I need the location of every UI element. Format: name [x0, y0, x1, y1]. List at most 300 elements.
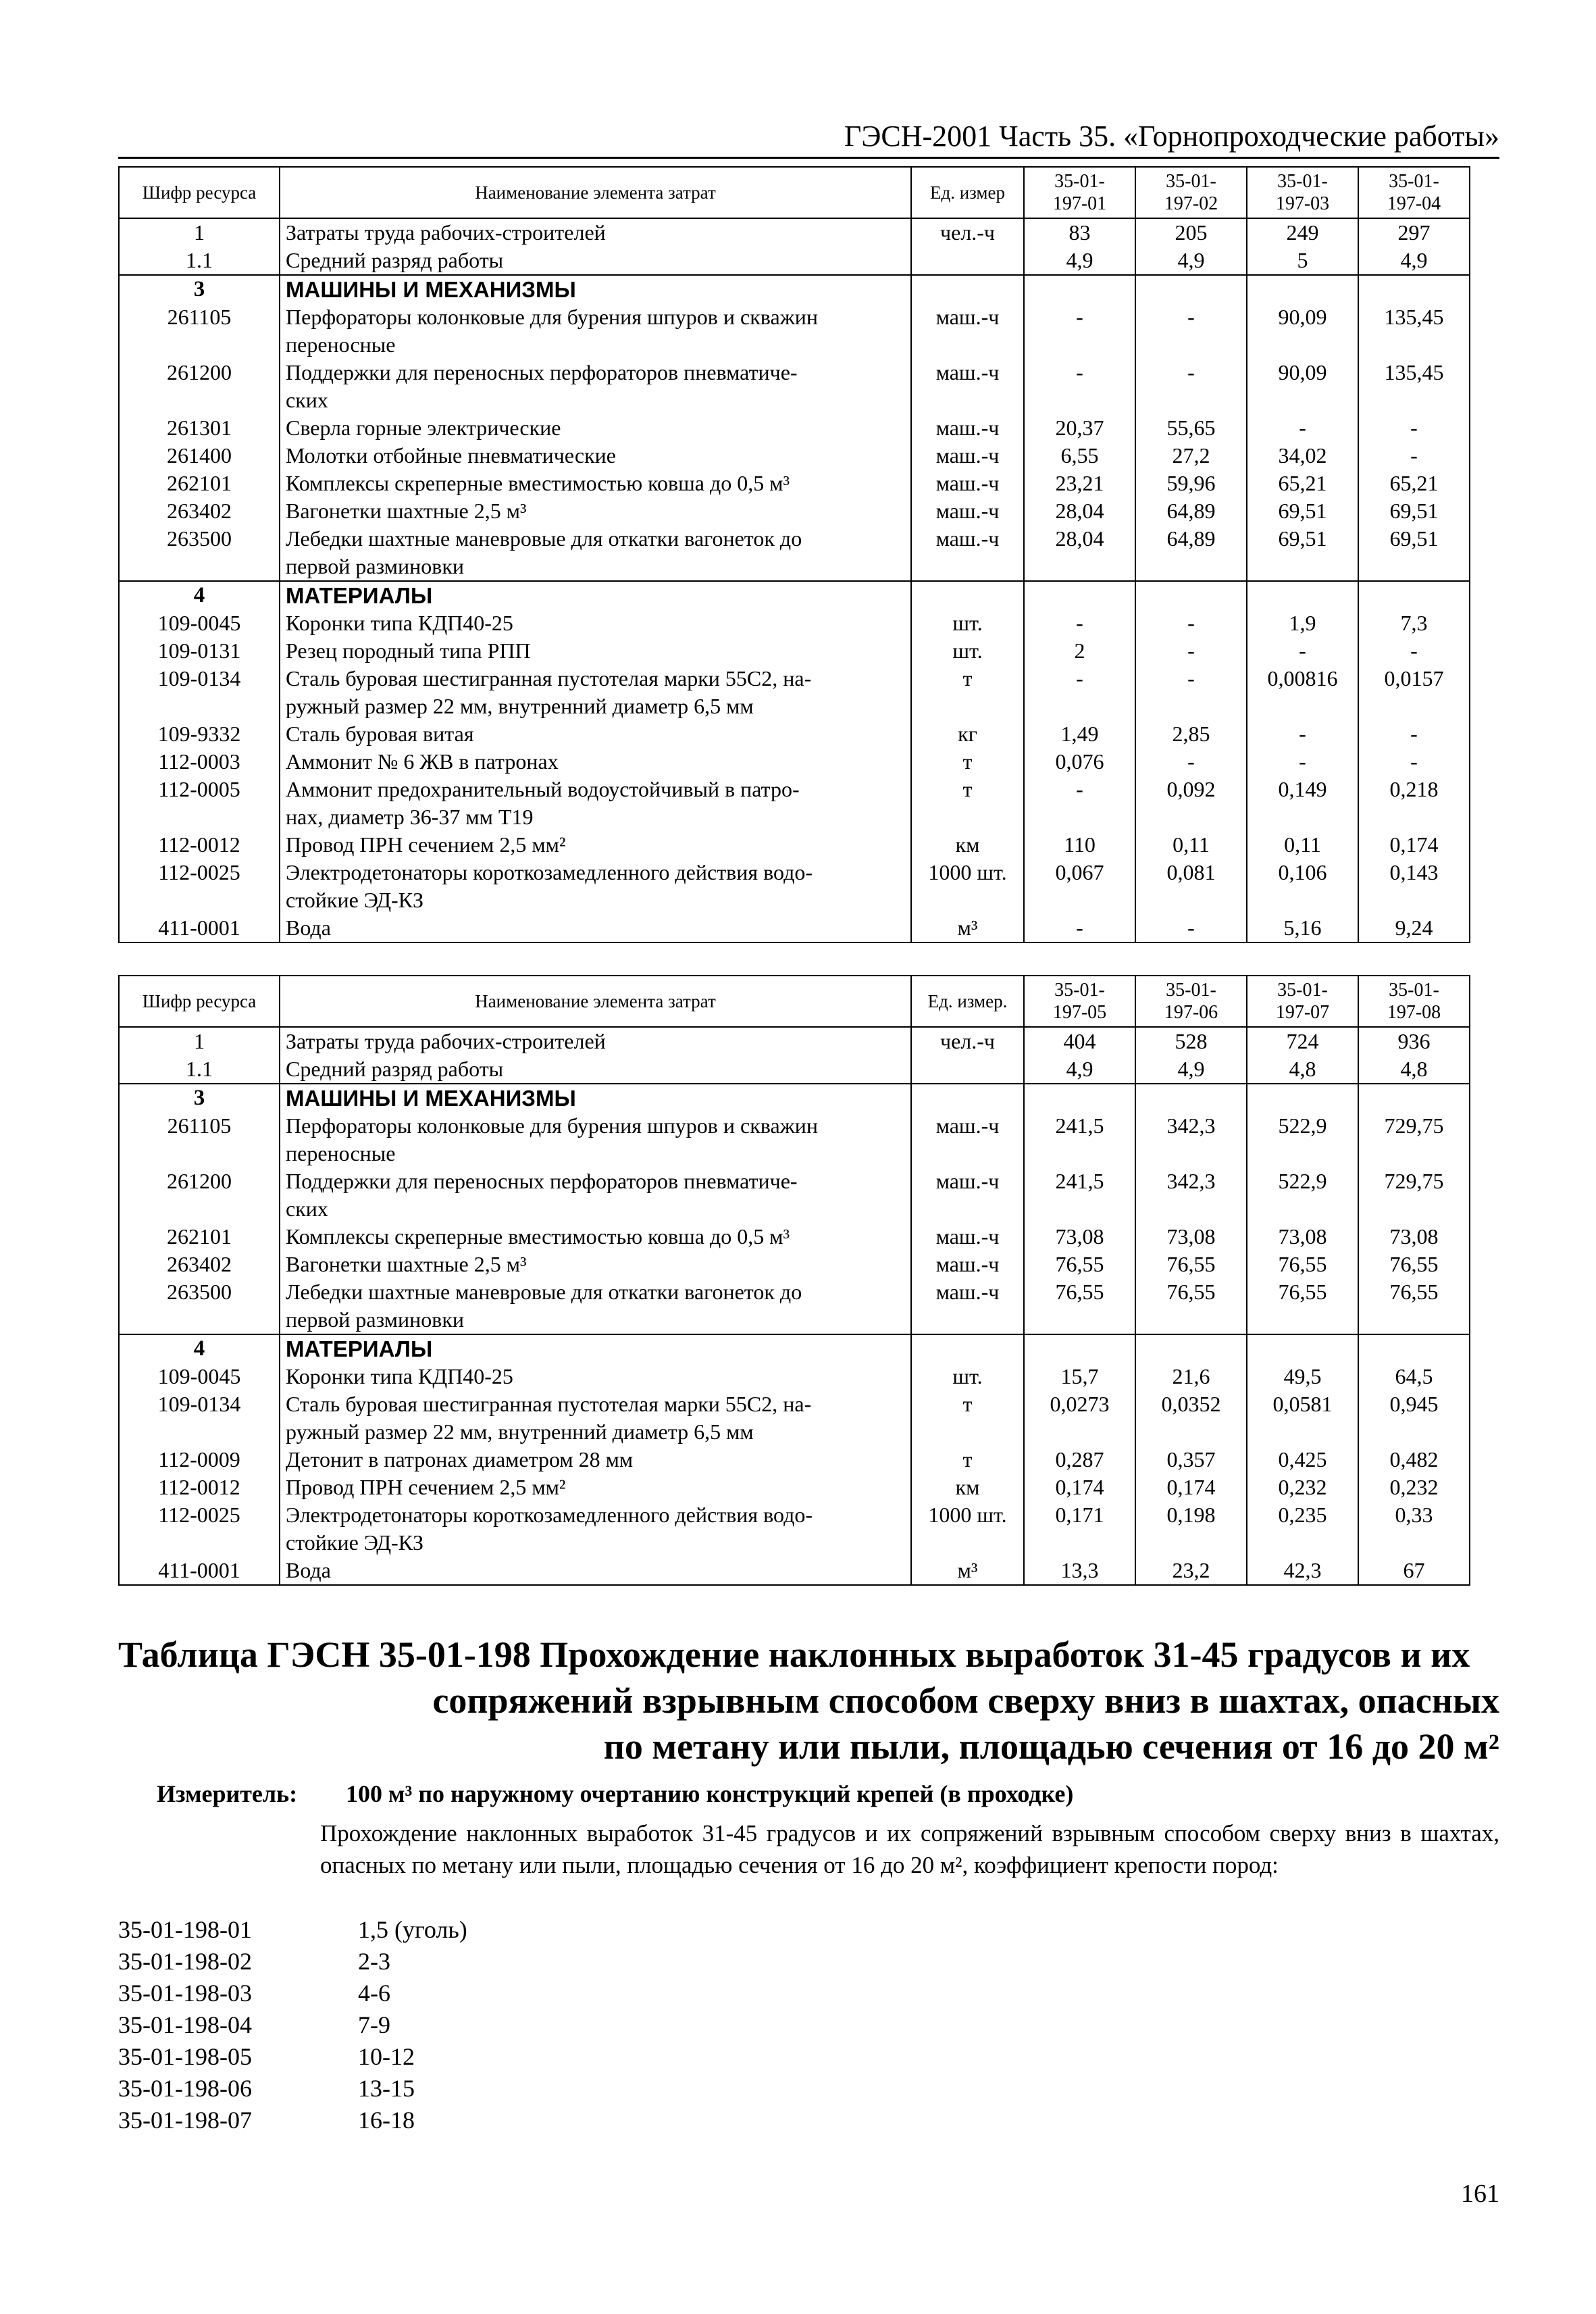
norm-value: 205	[1135, 218, 1247, 247]
resource-code: 109-0131	[119, 637, 280, 665]
resource-unit: маш.-ч	[911, 1112, 1024, 1167]
resource-code: 262101	[119, 470, 280, 497]
norm-value: 404	[1024, 1027, 1135, 1055]
section-row	[119, 1334, 1470, 1363]
table-title-line: по метану или пыли, площадью сечения от 16 до 20 м²	[603, 1726, 1499, 1767]
resource-name-line: ружный размер 22 мм, внутренний диаметр 6,5 мм	[286, 694, 754, 718]
norm-value	[1135, 275, 1247, 303]
measure-line	[157, 1779, 1073, 1809]
norm-value: -	[1135, 914, 1247, 942]
norm-value: 249	[1247, 218, 1358, 247]
norm-value: 4,9	[1024, 1055, 1135, 1084]
norm-value: 1,49	[1024, 720, 1135, 748]
resource-table-2	[118, 975, 1470, 1586]
norm-value: 0,232	[1247, 1474, 1358, 1501]
norm-value	[1358, 1334, 1470, 1363]
norm-value	[1247, 1084, 1358, 1112]
norm-value: 110	[1024, 831, 1135, 859]
norm-value: 90,09	[1247, 359, 1358, 414]
resource-unit	[911, 581, 1024, 609]
resource-name	[280, 720, 911, 748]
resource-name	[280, 1112, 911, 1167]
resource-table-1	[118, 166, 1470, 943]
resource-name	[280, 581, 911, 609]
resource-name-line: Вагонетки шахтные 2,5 м³	[286, 499, 527, 523]
table-header	[119, 167, 1470, 218]
resource-unit: чел.-ч	[911, 218, 1024, 247]
norm-code: 35-01-198-02	[118, 1948, 252, 1975]
norm-value: 4,9	[1135, 1055, 1247, 1084]
resource-code: 263402	[119, 1251, 280, 1278]
norm-value: 528	[1135, 1027, 1247, 1055]
norm-value: 69,51	[1247, 525, 1358, 581]
resource-code: 112-0012	[119, 1474, 280, 1501]
resource-name	[280, 1084, 911, 1112]
page-number: 161	[1461, 2180, 1499, 2208]
header-rule	[118, 157, 1499, 159]
norm-value: 135,45	[1358, 359, 1470, 414]
norm-value: 0,106	[1247, 859, 1358, 914]
resource-unit	[911, 275, 1024, 303]
resource-name-line: стойкие ЭД-КЗ	[286, 1530, 424, 1555]
norm-value: 0,0273	[1024, 1390, 1135, 1446]
norm-value: 42,3	[1247, 1557, 1358, 1585]
resource-name-line: Лебедки шахтные маневровые для откатки вагонеток до	[286, 526, 802, 551]
resource-name-line: Вода	[286, 1558, 331, 1582]
norm-code-value: 16-18	[358, 2107, 415, 2134]
norm-value: -	[1358, 637, 1470, 665]
table-row	[119, 1167, 1470, 1223]
norm-value	[1024, 1084, 1135, 1112]
header-unit: Ед. измер	[911, 167, 1024, 218]
norm-value: 724	[1247, 1027, 1358, 1055]
resource-name	[280, 414, 911, 442]
header-norm-col: 35-01- 197-01	[1024, 167, 1135, 218]
resource-name-line: МАТЕРИАЛЫ	[286, 583, 433, 608]
norm-value: 522,9	[1247, 1167, 1358, 1223]
norm-value: -	[1247, 637, 1358, 665]
header-norm-col: 35-01- 197-03	[1247, 167, 1358, 218]
section-row	[119, 275, 1470, 303]
header-code: Шифр ресурса	[119, 976, 280, 1027]
resource-name	[280, 497, 911, 525]
norm-code-row	[118, 2073, 467, 2105]
norm-value: 729,75	[1358, 1112, 1470, 1167]
norm-value: 0,081	[1135, 859, 1247, 914]
resource-name-line: МАШИНЫ И МЕХАНИЗМЫ	[286, 1086, 576, 1111]
norm-value: 64,89	[1135, 497, 1247, 525]
resource-name-line: Молотки отбойные пневматические	[286, 443, 616, 468]
norm-value: 4,8	[1358, 1055, 1470, 1084]
norm-value: -	[1358, 442, 1470, 470]
norm-value: 0,287	[1024, 1446, 1135, 1474]
resource-code: 1	[119, 1027, 280, 1055]
header-norm-col: 35-01- 197-08	[1358, 976, 1470, 1027]
resource-name-line: Поддержки для переносных перфораторов пневматиче-	[286, 1169, 798, 1193]
norm-value	[1024, 1334, 1135, 1363]
resource-name	[280, 1363, 911, 1390]
norm-value	[1024, 275, 1135, 303]
norm-code: 35-01-198-01	[118, 1916, 252, 1943]
resource-code: 112-0025	[119, 859, 280, 914]
norm-code-row	[118, 2105, 467, 2136]
norm-value: 342,3	[1135, 1167, 1247, 1223]
resource-name-line: ских	[286, 1197, 328, 1221]
norm-value: 0,092	[1135, 776, 1247, 831]
norm-value: 0,482	[1358, 1446, 1470, 1474]
norm-value: 0,357	[1135, 1446, 1247, 1474]
table-row	[119, 1446, 1470, 1474]
norm-value: 241,5	[1024, 1167, 1135, 1223]
resource-name-line: Комплексы скреперные вместимостью ковша до 0,5 м³	[286, 1224, 790, 1249]
resource-name	[280, 859, 911, 914]
norm-value: 28,04	[1024, 497, 1135, 525]
norm-code-value: 1,5 (уголь)	[358, 1916, 467, 1943]
header-norm-col: 35-01- 197-05	[1024, 976, 1135, 1027]
norm-value: 4,9	[1024, 247, 1135, 275]
norm-code: 35-01-198-04	[118, 2011, 252, 2038]
norm-code: 35-01-198-07	[118, 2107, 252, 2134]
norm-value: 342,3	[1135, 1112, 1247, 1167]
resource-code: 263500	[119, 525, 280, 581]
resource-code: 112-0012	[119, 831, 280, 859]
norm-value: 76,55	[1135, 1251, 1247, 1278]
norm-value: 0,11	[1135, 831, 1247, 859]
norm-value: 0,0581	[1247, 1390, 1358, 1446]
resource-code: 109-0045	[119, 609, 280, 637]
resource-name-line: Сталь буровая витая	[286, 722, 474, 746]
resource-code: 261200	[119, 1167, 280, 1223]
resource-name	[280, 1334, 911, 1363]
norm-value: 76,55	[1024, 1278, 1135, 1334]
resource-unit: шт.	[911, 609, 1024, 637]
table-row	[119, 442, 1470, 470]
resource-name	[280, 525, 911, 581]
norm-value: 0,425	[1247, 1446, 1358, 1474]
norm-value: 21,6	[1135, 1363, 1247, 1390]
work-description: Прохождение наклонных выработок 31-45 градусов и их сопряжений взрывным способом сверху вниз в шахтах, опасных по метану или пыли, площадью сечения от 16 до 20 м², коэффициент крепости пород:	[320, 1820, 1499, 1878]
table-row	[119, 720, 1470, 748]
table-title-line: сопряжений взрывным способом сверху вниз в шахтах, опасных	[432, 1680, 1499, 1721]
header-code: Шифр ресурса	[119, 167, 280, 218]
resource-name-line: Вода	[286, 915, 331, 940]
table-row	[119, 303, 1470, 359]
norm-value: -	[1358, 414, 1470, 442]
resource-name-line: переносные	[286, 332, 396, 357]
resource-unit: маш.-ч	[911, 359, 1024, 414]
resource-name	[280, 1474, 911, 1501]
resource-code: 109-9332	[119, 720, 280, 748]
norm-value	[1135, 581, 1247, 609]
resource-name-line: Резец породный типа РПП	[286, 638, 531, 663]
norm-value: -	[1135, 748, 1247, 776]
norm-value: 1,9	[1247, 609, 1358, 637]
resource-unit: шт.	[911, 1363, 1024, 1390]
resource-name-line: переносные	[286, 1141, 396, 1165]
table-row	[119, 776, 1470, 831]
resource-name-line: Коронки типа КДП40-25	[286, 611, 513, 635]
resource-unit: т	[911, 1446, 1024, 1474]
resource-unit: т	[911, 665, 1024, 720]
norm-code-value: 10-12	[358, 2043, 415, 2070]
resource-code: 261200	[119, 359, 280, 414]
norm-value	[1247, 1334, 1358, 1363]
resource-name-line: Коронки типа КДП40-25	[286, 1364, 513, 1388]
table-row	[119, 1251, 1470, 1278]
resource-name-line: Лебедки шахтные маневровые для откатки вагонеток до	[286, 1280, 802, 1304]
norm-value: 69,51	[1247, 497, 1358, 525]
norm-code-value: 7-9	[358, 2011, 390, 2038]
norm-value: 83	[1024, 218, 1135, 247]
table-row	[119, 1223, 1470, 1251]
resource-code: 1	[119, 218, 280, 247]
norm-value: 65,21	[1247, 470, 1358, 497]
resource-name-line: МАТЕРИАЛЫ	[286, 1336, 433, 1361]
resource-name-line: Затраты труда рабочих-строителей	[286, 220, 606, 245]
resource-unit: маш.-ч	[911, 1251, 1024, 1278]
norm-value: 7,3	[1358, 609, 1470, 637]
resource-unit: м³	[911, 1557, 1024, 1585]
resource-unit: маш.-ч	[911, 1278, 1024, 1334]
header-name: Наименование элемента затрат	[280, 167, 911, 218]
resource-name	[280, 831, 911, 859]
norm-value: 55,65	[1135, 414, 1247, 442]
norm-value	[1358, 581, 1470, 609]
table-row	[119, 914, 1470, 942]
norm-value: 20,37	[1024, 414, 1135, 442]
norm-code-value: 4-6	[358, 1980, 390, 2007]
resource-name	[280, 665, 911, 720]
norm-value: -	[1358, 720, 1470, 748]
table-row	[119, 1027, 1470, 1055]
table-row	[119, 831, 1470, 859]
section-row	[119, 581, 1470, 609]
norm-value: 5	[1247, 247, 1358, 275]
resource-unit: м³	[911, 914, 1024, 942]
table-header	[119, 976, 1470, 1027]
norm-value	[1135, 1084, 1247, 1112]
norm-code-value: 13-15	[358, 2075, 415, 2102]
resource-name	[280, 442, 911, 470]
resource-name-line: нах, диаметр 36-37 мм Т19	[286, 805, 534, 829]
norm-value: 49,5	[1247, 1363, 1358, 1390]
header-norm-col: 35-01- 197-07	[1247, 976, 1358, 1027]
resource-code: 3	[119, 275, 280, 303]
header-norm-col: 35-01- 197-06	[1135, 976, 1247, 1027]
resource-unit: 1000 шт.	[911, 859, 1024, 914]
norm-value: 69,51	[1358, 525, 1470, 581]
resource-unit: маш.-ч	[911, 303, 1024, 359]
norm-value: -	[1135, 359, 1247, 414]
resource-code: 411-0001	[119, 914, 280, 942]
resource-code: 109-0134	[119, 1390, 280, 1446]
resource-code: 112-0005	[119, 776, 280, 831]
norm-code-row	[118, 2041, 467, 2073]
resource-code: 112-0009	[119, 1446, 280, 1474]
norm-value: -	[1024, 776, 1135, 831]
resource-name	[280, 1251, 911, 1278]
norm-value	[1247, 581, 1358, 609]
running-head: ГЭСН-2001 Часть 35. «Горнопроходческие работы»	[844, 120, 1499, 153]
resource-code: 1.1	[119, 1055, 280, 1084]
norm-value: 0,945	[1358, 1390, 1470, 1446]
resource-name	[280, 637, 911, 665]
norm-value	[1358, 275, 1470, 303]
resource-name-line: первой разминовки	[286, 1307, 465, 1332]
resource-name	[280, 359, 911, 414]
norm-value: -	[1135, 303, 1247, 359]
table-row	[119, 859, 1470, 914]
resource-name	[280, 914, 911, 942]
norm-value: 73,08	[1358, 1223, 1470, 1251]
norm-value: 522,9	[1247, 1112, 1358, 1167]
resource-name	[280, 776, 911, 831]
header-name: Наименование элемента затрат	[280, 976, 911, 1027]
resource-unit: т	[911, 1390, 1024, 1446]
table-row	[119, 247, 1470, 275]
resource-code: 261400	[119, 442, 280, 470]
resource-name-line: Вагонетки шахтные 2,5 м³	[286, 1252, 527, 1276]
norm-value: 76,55	[1247, 1251, 1358, 1278]
norm-value: 23,21	[1024, 470, 1135, 497]
resource-name-line: Сверла горные электрические	[286, 416, 561, 440]
table-row	[119, 414, 1470, 442]
table-row	[119, 497, 1470, 525]
resource-code: 4	[119, 581, 280, 609]
norm-value: 69,51	[1358, 497, 1470, 525]
norm-value: 73,08	[1135, 1223, 1247, 1251]
resource-code: 261105	[119, 303, 280, 359]
resource-name	[280, 1027, 911, 1055]
resource-unit: маш.-ч	[911, 470, 1024, 497]
norm-value: 0,218	[1358, 776, 1470, 831]
measure-label: Измеритель:	[157, 1780, 298, 1807]
resource-name-line: Затраты труда рабочих-строителей	[286, 1029, 606, 1053]
norm-value: 34,02	[1247, 442, 1358, 470]
table-row	[119, 525, 1470, 581]
resource-name-line: первой разминовки	[286, 554, 465, 578]
norm-value: 0,149	[1247, 776, 1358, 831]
norm-value: 23,2	[1135, 1557, 1247, 1585]
resource-name-line: Перфораторы колонковые для бурения шпуров и скважин	[286, 1113, 819, 1138]
resource-name-line: Электродетонаторы короткозамедленного действия водо-	[286, 860, 813, 884]
norm-value: 64,89	[1135, 525, 1247, 581]
resource-name	[280, 1390, 911, 1446]
norm-value: 241,5	[1024, 1112, 1135, 1167]
table-row	[119, 665, 1470, 720]
norm-value: 0,33	[1358, 1501, 1470, 1557]
table-row	[119, 1474, 1470, 1501]
norm-code-row	[118, 1946, 467, 1978]
norm-value: 59,96	[1135, 470, 1247, 497]
resource-name	[280, 609, 911, 637]
norm-value: 0,198	[1135, 1501, 1247, 1557]
norm-value: 0,0157	[1358, 665, 1470, 720]
table-title	[118, 1632, 1499, 1769]
norm-value: 0,0352	[1135, 1390, 1247, 1446]
table-row	[119, 1055, 1470, 1084]
norm-value: 76,55	[1247, 1278, 1358, 1334]
resource-code: 4	[119, 1334, 280, 1363]
table-row	[119, 470, 1470, 497]
norm-value: 65,21	[1358, 470, 1470, 497]
norm-value: -	[1247, 748, 1358, 776]
table-row	[119, 1501, 1470, 1557]
resource-name-line: Электродетонаторы короткозамедленного действия водо-	[286, 1503, 813, 1527]
header-norm-col: 35-01- 197-02	[1135, 167, 1247, 218]
norm-code-row	[118, 1978, 467, 2009]
resource-unit: т	[911, 748, 1024, 776]
resource-name	[280, 303, 911, 359]
norm-value: 13,3	[1024, 1557, 1135, 1585]
section-row	[119, 1084, 1470, 1112]
resource-code: 109-0134	[119, 665, 280, 720]
resource-unit: маш.-ч	[911, 1167, 1024, 1223]
norm-value: 936	[1358, 1027, 1470, 1055]
resource-name	[280, 1446, 911, 1474]
resource-code: 261301	[119, 414, 280, 442]
norm-value: 0,174	[1358, 831, 1470, 859]
resource-name-line: Провод ПРН сечением 2,5 мм²	[286, 1475, 566, 1499]
resource-name	[280, 1223, 911, 1251]
resource-name	[280, 1278, 911, 1334]
norm-value: 135,45	[1358, 303, 1470, 359]
norm-value: 67	[1358, 1557, 1470, 1585]
resource-name-line: Средний разряд работы	[286, 1057, 504, 1081]
norm-value	[1358, 1084, 1470, 1112]
resource-name	[280, 218, 911, 247]
norm-value: 0,067	[1024, 859, 1135, 914]
norm-value: -	[1247, 720, 1358, 748]
norm-value	[1024, 581, 1135, 609]
resource-name-line: стойкие ЭД-КЗ	[286, 888, 424, 912]
norm-value: 28,04	[1024, 525, 1135, 581]
resource-name-line: Детонит в патронах диаметром 28 мм	[286, 1447, 634, 1472]
table-row	[119, 637, 1470, 665]
norm-value	[1247, 275, 1358, 303]
resource-name-line: Провод ПРН сечением 2,5 мм²	[286, 832, 566, 857]
table-row	[119, 1557, 1470, 1585]
resource-unit: маш.-ч	[911, 442, 1024, 470]
norm-value: 73,08	[1024, 1223, 1135, 1251]
resource-name	[280, 470, 911, 497]
norm-value: 729,75	[1358, 1167, 1470, 1223]
resource-code: 263500	[119, 1278, 280, 1334]
norm-value: 0,235	[1247, 1501, 1358, 1557]
norm-value: 297	[1358, 218, 1470, 247]
resource-code: 112-0003	[119, 748, 280, 776]
resource-unit: 1000 шт.	[911, 1501, 1024, 1557]
resource-code: 411-0001	[119, 1557, 280, 1585]
resource-name-line: Комплексы скреперные вместимостью ковша до 0,5 м³	[286, 471, 790, 495]
resource-code: 262101	[119, 1223, 280, 1251]
norm-value: 0,232	[1358, 1474, 1470, 1501]
norm-value	[1135, 1334, 1247, 1363]
norm-code-value: 2-3	[358, 1948, 390, 1975]
norm-value: 0,174	[1024, 1474, 1135, 1501]
measure-value: 100 м³ по наружному очертанию конструкций крепей (в проходке)	[346, 1780, 1074, 1807]
norm-code: 35-01-198-03	[118, 1980, 252, 2007]
resource-unit: км	[911, 831, 1024, 859]
norm-value: -	[1135, 665, 1247, 720]
norm-value: 2	[1024, 637, 1135, 665]
resource-code: 261105	[119, 1112, 280, 1167]
norm-value: 76,55	[1358, 1278, 1470, 1334]
resource-unit: маш.-ч	[911, 497, 1024, 525]
resource-unit	[911, 1084, 1024, 1112]
norm-code: 35-01-198-05	[118, 2043, 252, 2070]
resource-unit	[911, 1055, 1024, 1084]
